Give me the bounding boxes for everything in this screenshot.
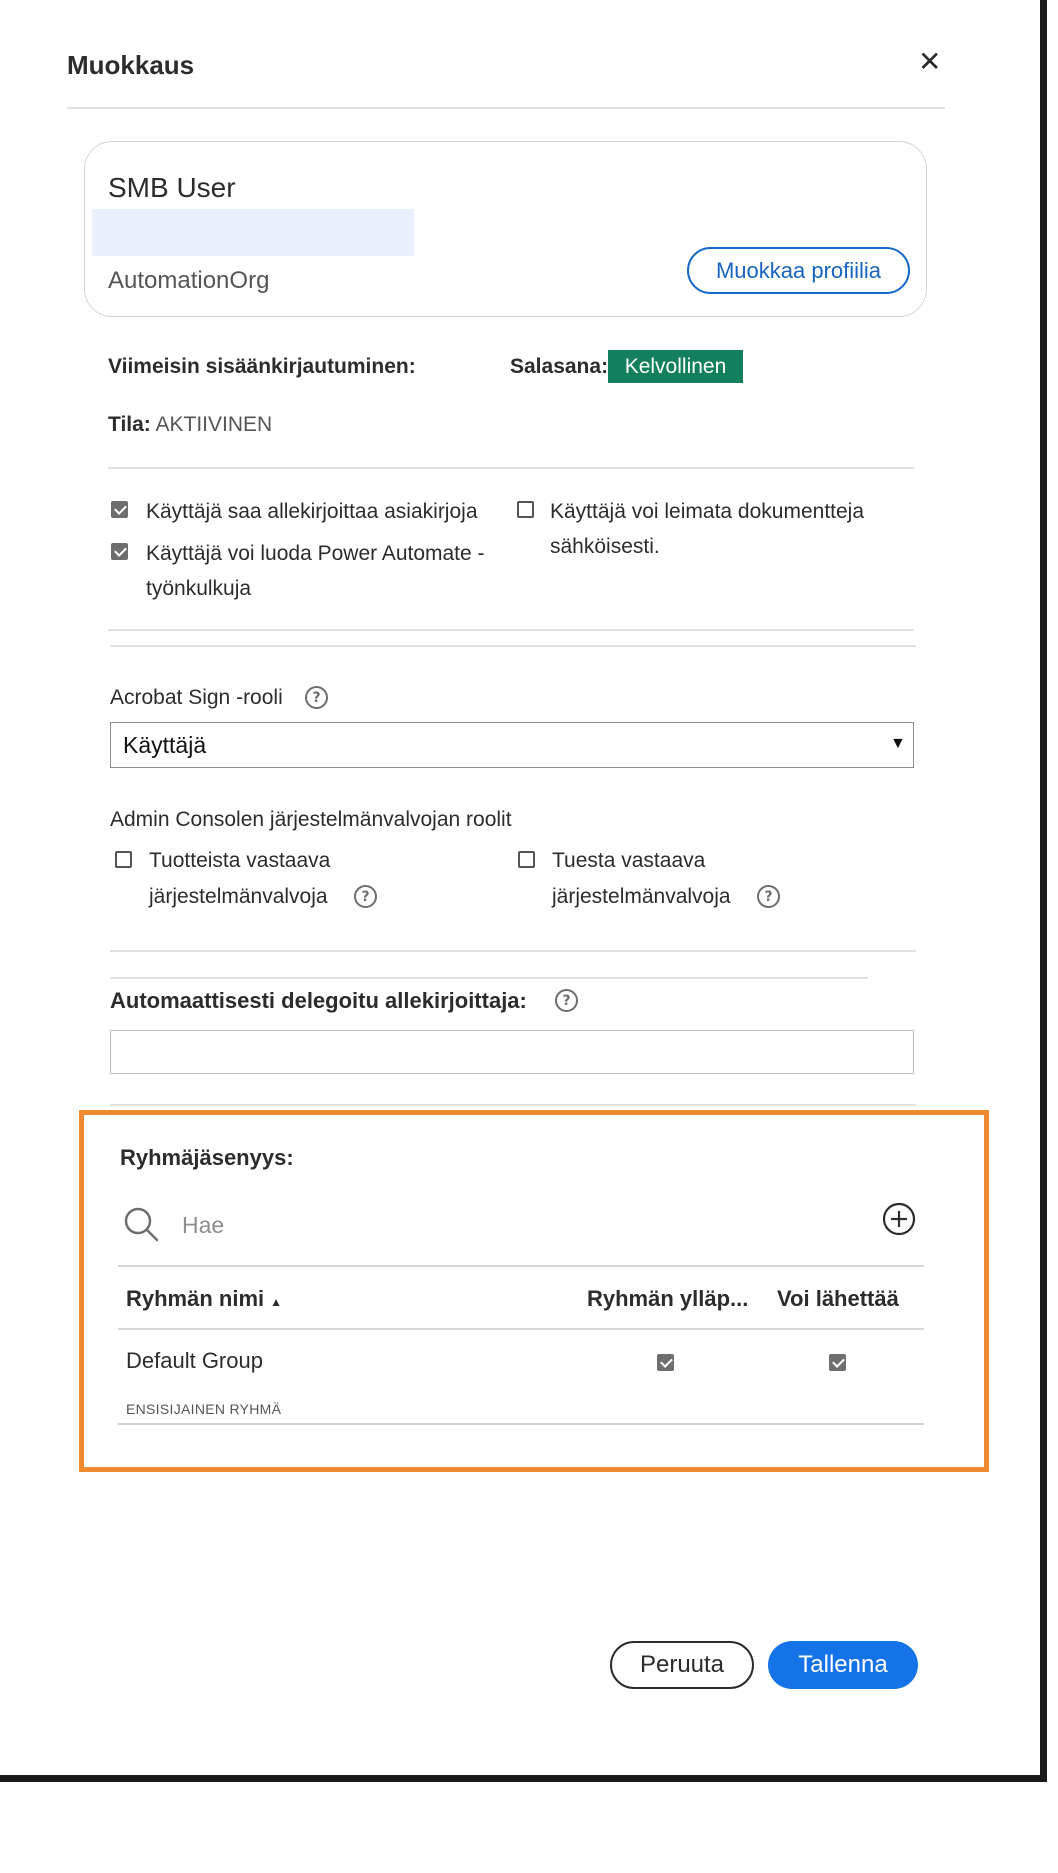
state-value: AKTIIVINEN [155, 413, 273, 436]
product-admin-label-line2: järjestelmänvalvoja [149, 885, 328, 908]
sign-documents-checkbox[interactable] [111, 501, 128, 518]
divider [110, 950, 916, 952]
divider [110, 645, 916, 647]
sign-documents-label: Käyttäjä saa allekirjoittaa asiakirjoja [146, 500, 478, 523]
admin-roles-label: Admin Consolen järjestelmänvalvojan roolit [110, 808, 512, 831]
close-icon[interactable]: ✕ [918, 46, 942, 77]
group-membership-title: Ryhmäjäsenyys: [120, 1145, 294, 1170]
chevron-down-icon: ▼ [890, 735, 906, 752]
e-seal-checkbox[interactable] [517, 501, 534, 518]
divider [108, 629, 914, 631]
support-admin-checkbox[interactable] [518, 851, 535, 868]
password-status-badge: Kelvollinen [608, 350, 743, 383]
power-automate-label-line1: Käyttäjä voi luoda Power Automate - [146, 542, 485, 565]
user-name: SMB User [108, 172, 236, 203]
help-icon[interactable]: ? [354, 885, 377, 908]
table-divider [118, 1265, 924, 1267]
add-group-icon[interactable] [882, 1202, 916, 1236]
product-admin-label-line1: Tuotteista vastaava [149, 849, 331, 872]
table-divider [118, 1423, 924, 1425]
last-login-label: Viimeisin sisäänkirjautuminen: [108, 355, 416, 378]
group-search-input[interactable]: Hae [182, 1212, 225, 1238]
help-icon[interactable]: ? [757, 885, 780, 908]
org-name: AutomationOrg [108, 267, 270, 294]
state-row [108, 413, 272, 437]
dialog-title: Muokkaus [67, 50, 195, 80]
divider [110, 977, 868, 979]
can-send-checkbox[interactable] [829, 1354, 846, 1371]
help-icon[interactable]: ? [555, 989, 578, 1012]
support-admin-label-line1: Tuesta vastaava [552, 849, 706, 872]
column-header-send[interactable]: Voi lähettää [777, 1286, 899, 1311]
password-label: Salasana: [510, 355, 609, 378]
e-seal-label-line1: Käyttäjä voi leimata dokumentteja [550, 500, 865, 523]
save-button[interactable]: Tallenna [768, 1641, 918, 1689]
product-admin-checkbox[interactable] [115, 851, 132, 868]
help-icon[interactable]: ? [305, 686, 328, 709]
divider [108, 467, 914, 469]
redacted-email [92, 209, 414, 256]
state-label: Tila: [108, 413, 151, 436]
search-icon [122, 1205, 160, 1243]
divider [67, 107, 945, 109]
sort-ascending-icon: ▲ [270, 1295, 283, 1309]
column-header-name-label: Ryhmän nimi [126, 1286, 265, 1311]
table-row [118, 1330, 924, 1422]
role-label: Acrobat Sign -rooli [110, 686, 283, 709]
primary-group-label: ENSISIJAINEN RYHMÄ [126, 1401, 282, 1417]
group-admin-checkbox[interactable] [657, 1354, 674, 1371]
delegate-input[interactable] [110, 1030, 914, 1074]
power-automate-checkbox[interactable] [111, 543, 128, 560]
delegate-label: Automaattisesti delegoitu allekirjoittaja: [110, 988, 527, 1013]
cancel-button[interactable]: Peruuta [610, 1641, 754, 1689]
e-seal-label-line2: sähköisesti. [550, 535, 660, 558]
divider [110, 1104, 916, 1106]
column-header-admin[interactable]: Ryhmän ylläp... [587, 1286, 749, 1311]
group-name: Default Group [126, 1348, 263, 1373]
power-automate-label-line2: työnkulkuja [146, 577, 252, 600]
support-admin-label-line2: järjestelmänvalvoja [552, 885, 731, 908]
column-header-name[interactable] [126, 1286, 282, 1312]
role-select[interactable]: Käyttäjä [110, 722, 914, 768]
edit-profile-button[interactable]: Muokkaa profiilia [687, 247, 910, 294]
